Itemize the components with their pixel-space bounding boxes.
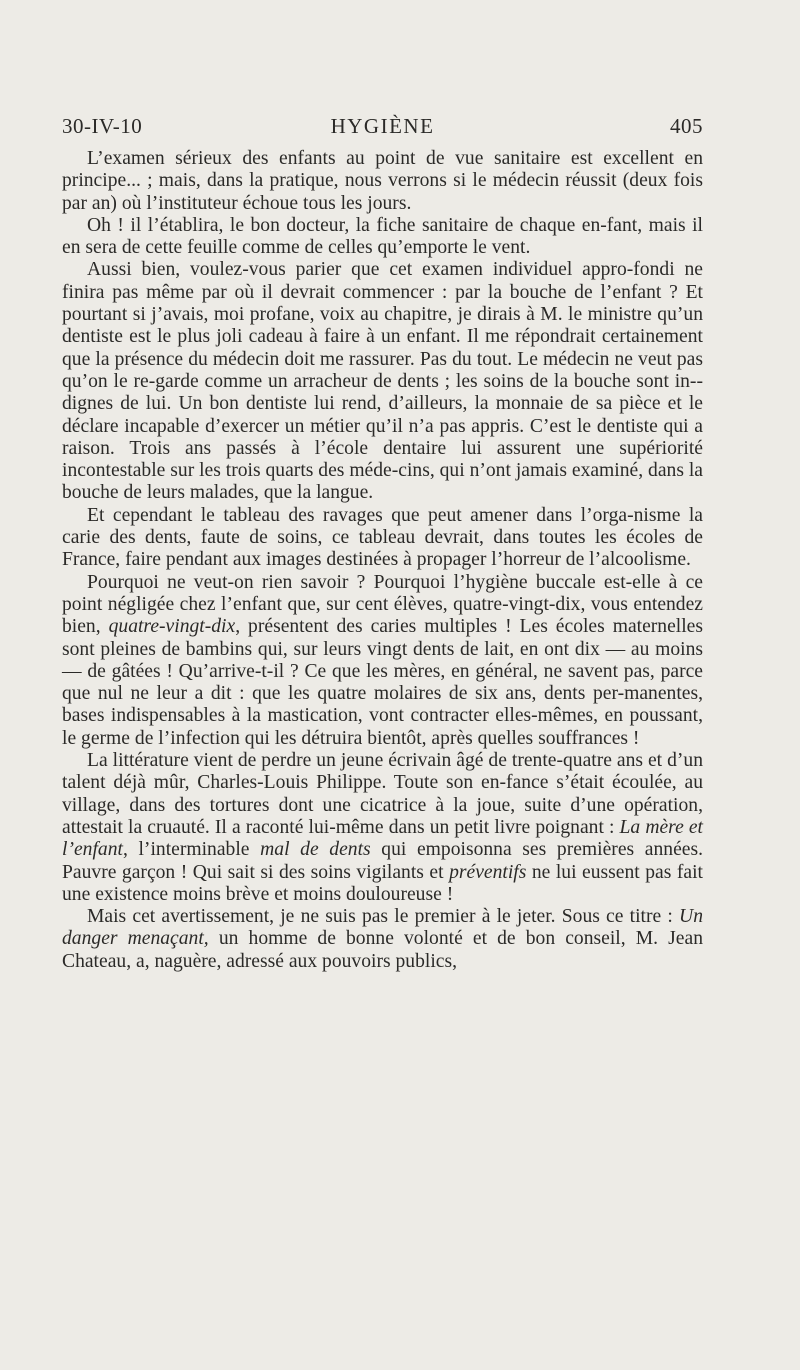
- paragraph-1: [62, 148, 703, 215]
- text-run: un homme de bonne volonté et de bon conseil, M. Jean Chateau, a, naguère, adressé aux pouvoirs publics,: [62, 928, 703, 972]
- paragraph-3: [62, 259, 703, 504]
- text-run: ne lui eussent pas fait une existence moins brève et moins douloureuse !: [62, 861, 703, 905]
- section-title: HYGIÈNE: [330, 114, 435, 138]
- paragraph-5: [62, 572, 703, 750]
- text-run: Mais cet avertissement, je ne suis pas le premier à le jeter. Sous ce titre :: [87, 906, 680, 928]
- italic-work-title: Un danger menaçant,: [62, 906, 703, 950]
- text-run: Pourquoi ne veut-on rien savoir ? Pourquoi l’hygiène buccale est-elle à ce point négligée chez l’enfant que, sur cent élèves, quatre-vingt-dix, vous entendez bien,: [62, 571, 703, 638]
- italic-book-title: La mère et l’enfant: [62, 816, 703, 861]
- running-head: [62, 114, 703, 144]
- page-number: 405: [670, 114, 703, 138]
- text-run: Oh ! il l’établira, le bon docteur, la fiche sanitaire de chaque en-fant, mais il en sera de cette feuille comme de celles qu’emporte le vent.: [62, 214, 703, 259]
- paragraph-6: [62, 750, 703, 906]
- italic-text-run: quatre-vingt-dix: [108, 616, 236, 638]
- text-run: L’examen sérieux des enfants au point de vue sanitaire est excellent en principe... ; mais, dans la pratique, nous verrons si le médecin réussit (deux fois par an) où l’instituteur échoue tous les jours.: [62, 148, 703, 214]
- text-run: , présentent des caries multiples ! Les écoles maternelles sont pleines de bambins qui, sur leurs vingt dents de lait, en ont dix — au moins — de gâtées ! Qu’arrive-t-il ? Ce que les mères, en général, ne savent pas, parce que nul ne leur a dit : que les quatre molaires de six ans, dents per-manentes, bases indispensables à la mastication, vont contracter elles-mêmes, en poussant, le germe de l’infection qui les détruira bientôt, après quelles souffrances !: [62, 616, 704, 749]
- italic-text-run: préventifs: [449, 861, 527, 883]
- text-run: Et cependant le tableau des ravages que peut amener dans l’orga-nisme la carie des dents, faute de soins, ce tableau devrait, dans toutes les écoles de France, faire pendant aux images destinées à propager l’horreur de l’alcoolisme.: [62, 504, 703, 571]
- text-run: La littérature vient de perdre un jeune écrivain âgé de trente-quatre ans et d’un talent déjà mûr, Charles-Louis Philippe. Toute son en-fance s’était écoulée, au village, dans des tortures dont une cicatrice à la joue, suite d’une opération, attestait la cruauté. Il a raconté lui-même dans un petit livre poignant :: [62, 750, 703, 838]
- paragraph-2: [62, 215, 703, 260]
- text-run: Aussi bien, voulez-vous parier que cet examen individuel appro-fondi ne finira pas même par où il devrait commencer : par la bouche de l’enfant ? Et pourtant si j’avais, moi profane, voix au chapitre, je dirais à M. le ministre qu’un dentiste est le plus joli cadeau à faire à un enfant. Il me répondrait certainement que la présence du médecin doit me rassurer. Pas du tout. Le médecin ne veut pas qu’on le re-garde comme un arracheur de dents ; les soins de la bouche sont in-dignes de lui. Un bon dentiste lui rend, d’ailleurs, la monnaie de sa pièce et le déclare incapable d’exercer un métier qu’il n’a pas appris. C’est le dentiste qui a raison. Trois ans passés à l’école dentaire lui assurent une supériorité incontestable sur les trois quarts des méde-cins, qui n’ont jamais examiné, dans la bouche de leurs malades, que la langue.: [62, 259, 703, 504]
- article-body: [62, 148, 703, 973]
- text-run: qui empoisonna ses premières années. Pauvre garçon ! Qui sait si des soins vigilants et: [62, 839, 703, 883]
- italic-text-run: mal de dents: [260, 839, 371, 861]
- paragraph-7: [62, 906, 703, 973]
- text-run: , l’interminable: [122, 839, 261, 861]
- issue-date: 30-IV-10: [62, 114, 143, 138]
- paragraph-4: [62, 505, 703, 572]
